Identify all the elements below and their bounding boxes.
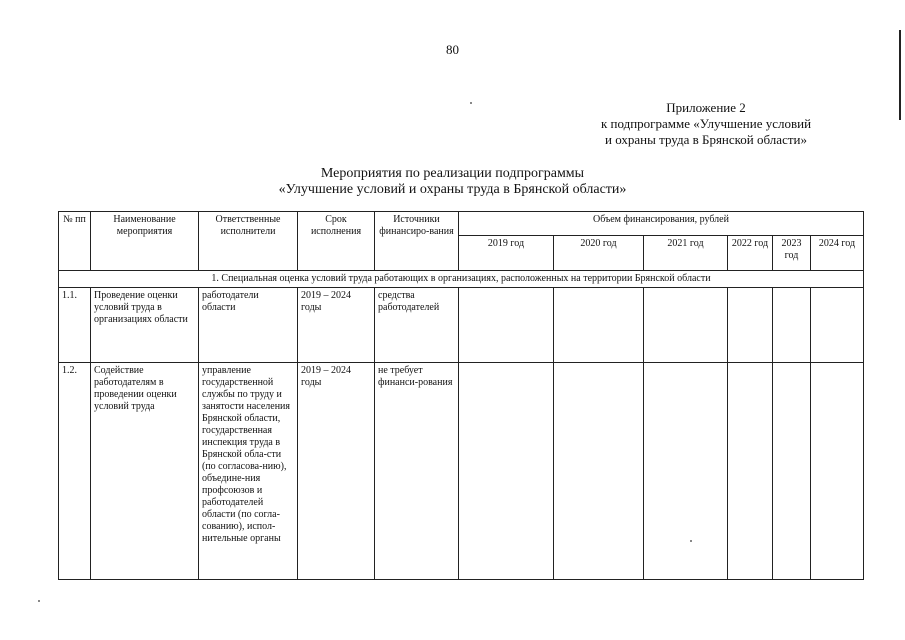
- activities-table: [58, 211, 864, 580]
- row-2023: [773, 363, 811, 580]
- scan-speck: [38, 600, 40, 602]
- document-title-line-1: Мероприятия по реализации подпрограммы: [320, 166, 585, 181]
- section-title-1: 1. Специальная оценка условий труда работающих в организациях, расположенных на территории Брянской области: [59, 271, 864, 288]
- header-year-2022: 2022 год: [728, 236, 773, 271]
- scan-speck: [690, 540, 692, 542]
- row-2021: [644, 363, 728, 580]
- header-name: Наименование мероприятия: [91, 212, 199, 271]
- header-funding: Объем финансирования, рублей: [459, 212, 864, 236]
- appendix-header: [556, 100, 856, 148]
- row-name: Проведение оценки условий труда в организациях области: [91, 288, 199, 363]
- row-num: 1.1.: [59, 288, 91, 363]
- header-year-2020: 2020 год: [554, 236, 644, 271]
- header-year-2021: 2021 год: [644, 236, 728, 271]
- header-sources: Источники финансиро-вания: [375, 212, 459, 271]
- row-sources: не требует финанси-рования: [375, 363, 459, 580]
- row-name: Содействие работодателям в проведении оценки условий труда: [91, 363, 199, 580]
- header-term: Срок исполнения: [298, 212, 375, 271]
- row-term: 2019 – 2024 годы: [298, 288, 375, 363]
- row-responsible: управление государственной службы по труду и занятости населения Брянской области, государственная инспекция труда в Брянской обла-сти (по согласова-нию), объедине-ния профсоюзов и работодателей области (по согла-сованию), испол-нительные органы: [199, 363, 298, 580]
- header-row-1: [59, 212, 864, 236]
- row-2020: [554, 363, 644, 580]
- section-row-1: [59, 271, 864, 288]
- row-2019: [459, 363, 554, 580]
- row-2022: [728, 363, 773, 580]
- row-responsible: работодатели области: [199, 288, 298, 363]
- header-year-2024: 2024 год: [811, 236, 864, 271]
- header-year-2023: 2023 год: [773, 236, 811, 271]
- table-row: [59, 363, 864, 580]
- appendix-line-1: Приложение 2: [666, 100, 746, 115]
- appendix-line-2: к подпрограмме «Улучшение условий: [600, 116, 812, 131]
- row-sources: средства работодателей: [375, 288, 459, 363]
- row-num: 1.2.: [59, 363, 91, 580]
- scan-edge-line: [899, 30, 901, 120]
- header-responsible: Ответственные исполнители: [199, 212, 298, 271]
- table-row: [59, 288, 864, 363]
- row-2021: [644, 288, 728, 363]
- row-2024: [811, 363, 864, 580]
- page-number: 80: [446, 42, 459, 57]
- document-title-line-2: «Улучшение условий и охраны труда в Брянской области»: [278, 182, 627, 197]
- row-term: 2019 – 2024 годы: [298, 363, 375, 580]
- header-num: № пп: [59, 212, 91, 271]
- row-2020: [554, 288, 644, 363]
- row-2019: [459, 288, 554, 363]
- appendix-line-3: и охраны труда в Брянской области»: [605, 132, 807, 147]
- document-title: [0, 166, 905, 198]
- row-2024: [811, 288, 864, 363]
- scan-speck: [470, 102, 472, 104]
- row-2022: [728, 288, 773, 363]
- row-2023: [773, 288, 811, 363]
- header-year-2019: 2019 год: [459, 236, 554, 271]
